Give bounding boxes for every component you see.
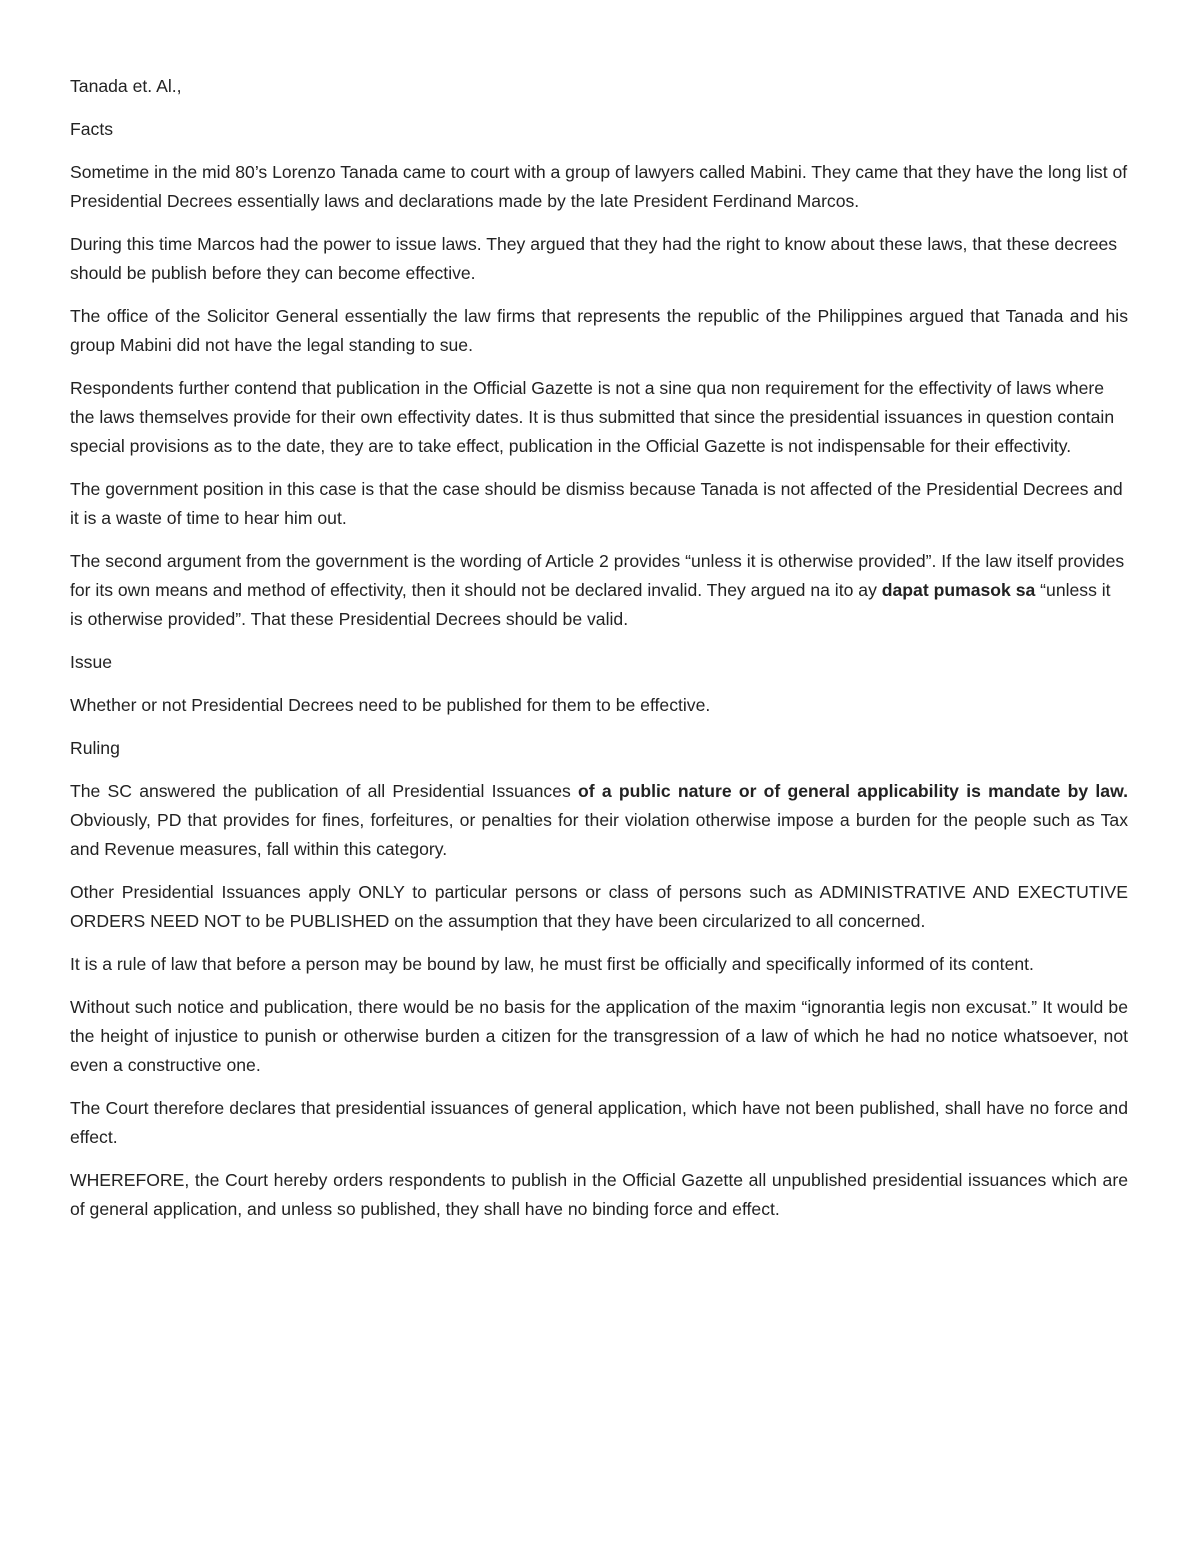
facts-paragraph-1: Sometime in the mid 80’s Lorenzo Tanada came to court with a group of lawyers called Mabini. They came that they have the long list of Presidential Decrees essentially laws and declarations made by the late President Ferdinand Marcos. [70, 162, 1128, 211]
ruling-paragraph-2: Other Presidential Issuances apply ONLY to particular persons or class of persons such as ADMINISTRATIVE AND EXECTUTIVE ORDERS NEED NOT to be PUBLISHED on the assumption that they have been circularized to all concerned. [70, 882, 1128, 931]
issue-text: Whether or not Presidential Decrees need to be published for them to be effective. [70, 695, 711, 715]
facts-paragraph-4: Respondents further contend that publication in the Official Gazette is not a sine qua non requirement for the effectivity of laws where the laws themselves provide for their own effectivity dates. It is thus submitted that since the presidential issuances in question contain special provisions as to the date, they are to take effect, publication in the Official Gazette is not indispensable for their effectivity. [70, 378, 1115, 456]
facts-paragraph-6-text-a: The second argument from the government is the wording of Article 2 provides “unless it is otherwise provided”. If the law itself provides for its own means and method of effectivity, then it should not be declared invalid. They argued na ito ay [70, 551, 1125, 600]
issue-heading: Issue [70, 652, 113, 672]
ruling-paragraph-1 [70, 777, 1128, 864]
facts-paragraph-6-bold: dapat pumasok sa [881, 580, 1036, 600]
ruling-paragraph-3: It is a rule of law that before a person may be bound by law, he must first be officially and specifically informed of its content. [70, 954, 1034, 974]
ruling-paragraph-5: The Court therefore declares that presidential issuances of general application, which have not been published, shall have no force and effect. [70, 1098, 1128, 1147]
document-page [70, 72, 1128, 1238]
facts-paragraph-6-text-b: “unless it is otherwise provided”. That these Presidential Decrees should be valid. [70, 580, 1111, 629]
facts-paragraph-5: The government position in this case is that the case should be dismiss because Tanada is not affected of the Presidential Decrees and it is a waste of time to hear him out. [70, 479, 1123, 528]
facts-heading: Facts [70, 119, 114, 139]
ruling-paragraph-1-text-a: The SC answered the publication of all Presidential Issuances [70, 781, 579, 801]
case-title: Tanada et. Al., [70, 76, 182, 96]
facts-paragraph-6 [70, 547, 1128, 634]
ruling-paragraph-1-bold: of a public nature or of general applicability is mandate by law. [578, 781, 1128, 801]
ruling-heading: Ruling [70, 738, 120, 758]
ruling-paragraph-4: Without such notice and publication, there would be no basis for the application of the maxim “ignorantia legis non excusat.” It would be the height of injustice to punish or otherwise burden a citizen for the transgression of a law of which he had no notice whatsoever, not even a constructive one. [70, 997, 1128, 1075]
ruling-paragraph-1-text-b: Obviously, PD that provides for fines, forfeitures, or penalties for their violation otherwise impose a burden for the people such as Tax and Revenue measures, fall within this category. [70, 810, 1128, 859]
facts-paragraph-2: During this time Marcos had the power to issue laws. They argued that they had the right to know about these laws, that these decrees should be publish before they can become effective. [70, 234, 1118, 283]
facts-paragraph-3: The office of the Solicitor General essentially the law firms that represents the republic of the Philippines argued that Tanada and his group Mabini did not have the legal standing to sue. [70, 306, 1128, 355]
ruling-paragraph-6: WHEREFORE, the Court hereby orders respondents to publish in the Official Gazette all unpublished presidential issuances which are of general application, and unless so published, they shall have no binding force and effect. [70, 1170, 1128, 1219]
